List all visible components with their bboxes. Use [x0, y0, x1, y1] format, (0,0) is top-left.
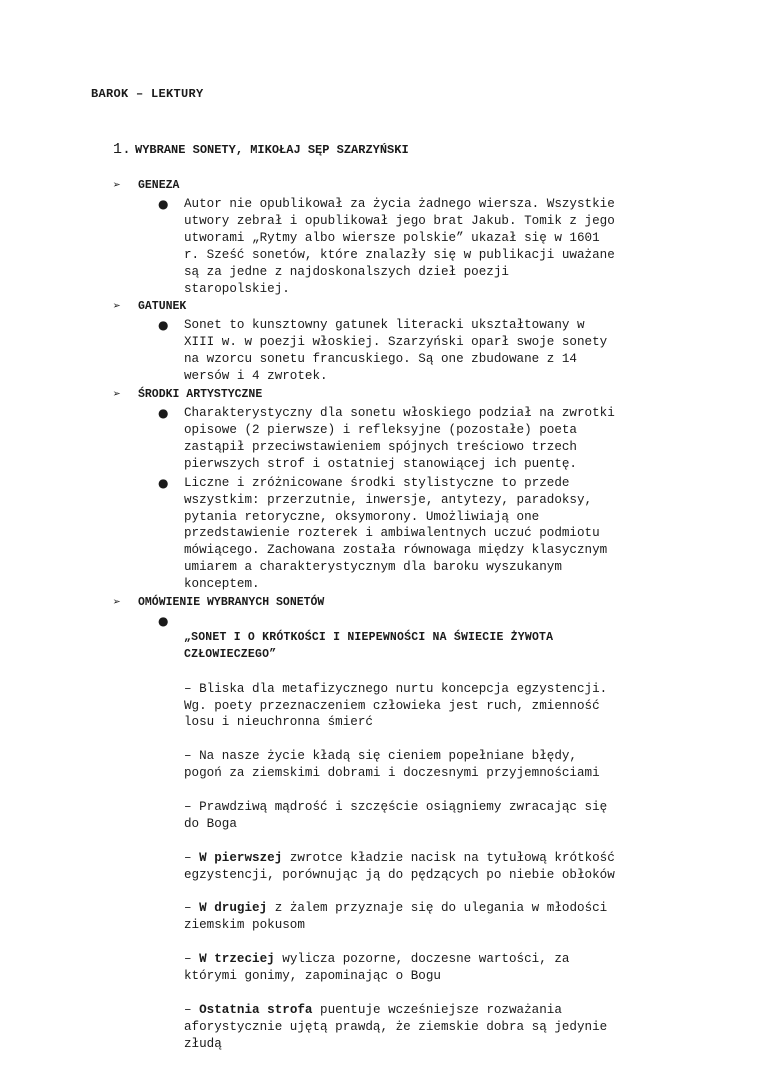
document-content [113, 176, 683, 1070]
bullet-list-geneza [113, 196, 683, 297]
sonnet-title: „SONET I O KRÓTKOŚCI I NIEPEWNOŚCI NA ŚWIECIE ŻYWOTA CZŁOWIECZEGO” [184, 630, 554, 661]
emphasis: W drugiej [199, 901, 268, 916]
heading-omowienie [113, 594, 683, 611]
dash: – [184, 1002, 200, 1017]
heading-srodki-artystyczne [113, 386, 683, 403]
list-item [158, 405, 683, 473]
bullet-list-sonety [113, 613, 683, 1069]
section-heading [113, 141, 409, 158]
paragraph-rest: puentuje wcześniejsze rozważania aforystycznie ujętą prawdą, że ziemskie dobra są jedynie złudą [184, 1002, 608, 1051]
sonnet-paragraph-7 [184, 1002, 674, 1053]
bullet-dot-icon: ● [158, 614, 169, 629]
paragraph-rest: z żalem przyznaje się do ulegania w młodości ziemskim pokusom [184, 901, 608, 933]
document-title: BAROK – LEKTURY [91, 87, 204, 101]
sonnet-paragraph-6 [184, 951, 674, 985]
arrowhead-bullet-icon: ➢ [113, 595, 121, 611]
heading-label: ŚRODKI ARTYSTYCZNE [138, 388, 263, 402]
heading-gatunek [113, 298, 683, 315]
bullet-dot-icon: ● [158, 475, 169, 490]
arrowhead-bullet-icon: ➢ [113, 387, 121, 403]
paragraph-rest: zwrotce kładzie nacisk na tytułową krótkość egzystencji, porównując ją do pędzących po niebie obłoków [184, 850, 615, 882]
sonnet-paragraph-3: – Prawdziwą mądrość i szczęście osiągniemy zwracając się do Boga [184, 800, 608, 831]
dash: – [184, 850, 200, 865]
emphasis: W pierwszej [199, 850, 283, 865]
sonnet-paragraph-4 [184, 850, 674, 884]
sonnet-paragraph-1: – Bliska dla metafizycznego nurtu koncepcja egzystencji. Wg. poety przeznaczeniem człowieka jest ruch, zmienność losu i nieuchronna śmierć [184, 681, 608, 730]
list-item-text: Autor nie opublikował za życia żadnego wiersza. Wszystkie utwory zebrał i opublikował jego brat Jakub. Tomik z jego utworami „Rytmy albo wiersze polskie” ukazał się w 1601 r. Sześć sonetów, które znalazły się w publikacji uważane są za jedne z najdoskonalszych dzieł poezji staropolskiej. [184, 197, 615, 296]
heading-label: OMÓWIENIE WYBRANYCH SONETÓW [138, 596, 325, 610]
sonnet-discussion [184, 613, 674, 1069]
list-item [158, 475, 683, 593]
section-number: 1. [113, 141, 132, 158]
list-item [158, 196, 683, 297]
sonnet-paragraph-5 [184, 900, 674, 934]
list-item-text: Sonet to kunsztowny gatunek literacki ukształtowany w XIII w. w poezji włoskiej. Szarzyński oparł swoje sonety na wzorcu sonetu francuskiego. Są one zbudowane z 14 wersów i 4 zwrotek. [184, 318, 608, 384]
sonnet-paragraph-2: – Na nasze życie kładą się cieniem popełniane błędy, pogoń za ziemskimi dobrami i doczesnymi przyjemnościami [184, 749, 600, 781]
bullet-list-srodki [113, 405, 683, 593]
heading-geneza [113, 177, 683, 194]
bullet-dot-icon: ● [158, 197, 169, 211]
emphasis: Ostatnia strofa [199, 1002, 313, 1017]
arrowhead-bullet-icon: ➢ [113, 178, 121, 193]
bullet-list-gatunek [113, 317, 683, 385]
heading-label: GATUNEK [138, 300, 187, 314]
list-item-text: Charakterystyczny dla sonetu włoskiego podział na zwrotki opisowe (2 pierwsze) i refleksyjne (pozostałe) poeta zastąpił przeciwstawieniem spójnych treściowo trzech pierwszych strof i ostatniej stanowiącej ich puentę. [184, 406, 615, 471]
list-item [158, 317, 683, 385]
dash: – [184, 952, 200, 967]
paragraph-rest: wylicza pozorne, doczesne wartości, za którymi gonimy, zapominając o Bogu [184, 952, 570, 984]
heading-label: GENEZA [138, 179, 180, 192]
bullet-dot-icon: ● [158, 318, 169, 333]
bullet-dot-icon: ● [158, 406, 169, 421]
dash: – [184, 901, 200, 916]
emphasis: W trzeciej [199, 952, 275, 967]
arrowhead-bullet-icon: ➢ [113, 299, 121, 315]
list-item-sonnet [158, 613, 683, 1069]
section-title: WYBRANE SONETY, MIKOŁAJ SĘP SZARZYŃSKI [135, 143, 409, 157]
list-item-text: Liczne i zróżnicowane środki stylistyczne to przede wszystkim: przerzutnie, inwersje, antytezy, paradoksy, pytania retoryczne, oksymorony. Umożliwiają one przedstawienie rozterek i ambiwalentnych uczuć podmiotu mówiącego. Zachowana została równowaga między klasycznym umiarem a charakterystycznym dla baroku wyszukanym konceptem. [184, 475, 608, 592]
